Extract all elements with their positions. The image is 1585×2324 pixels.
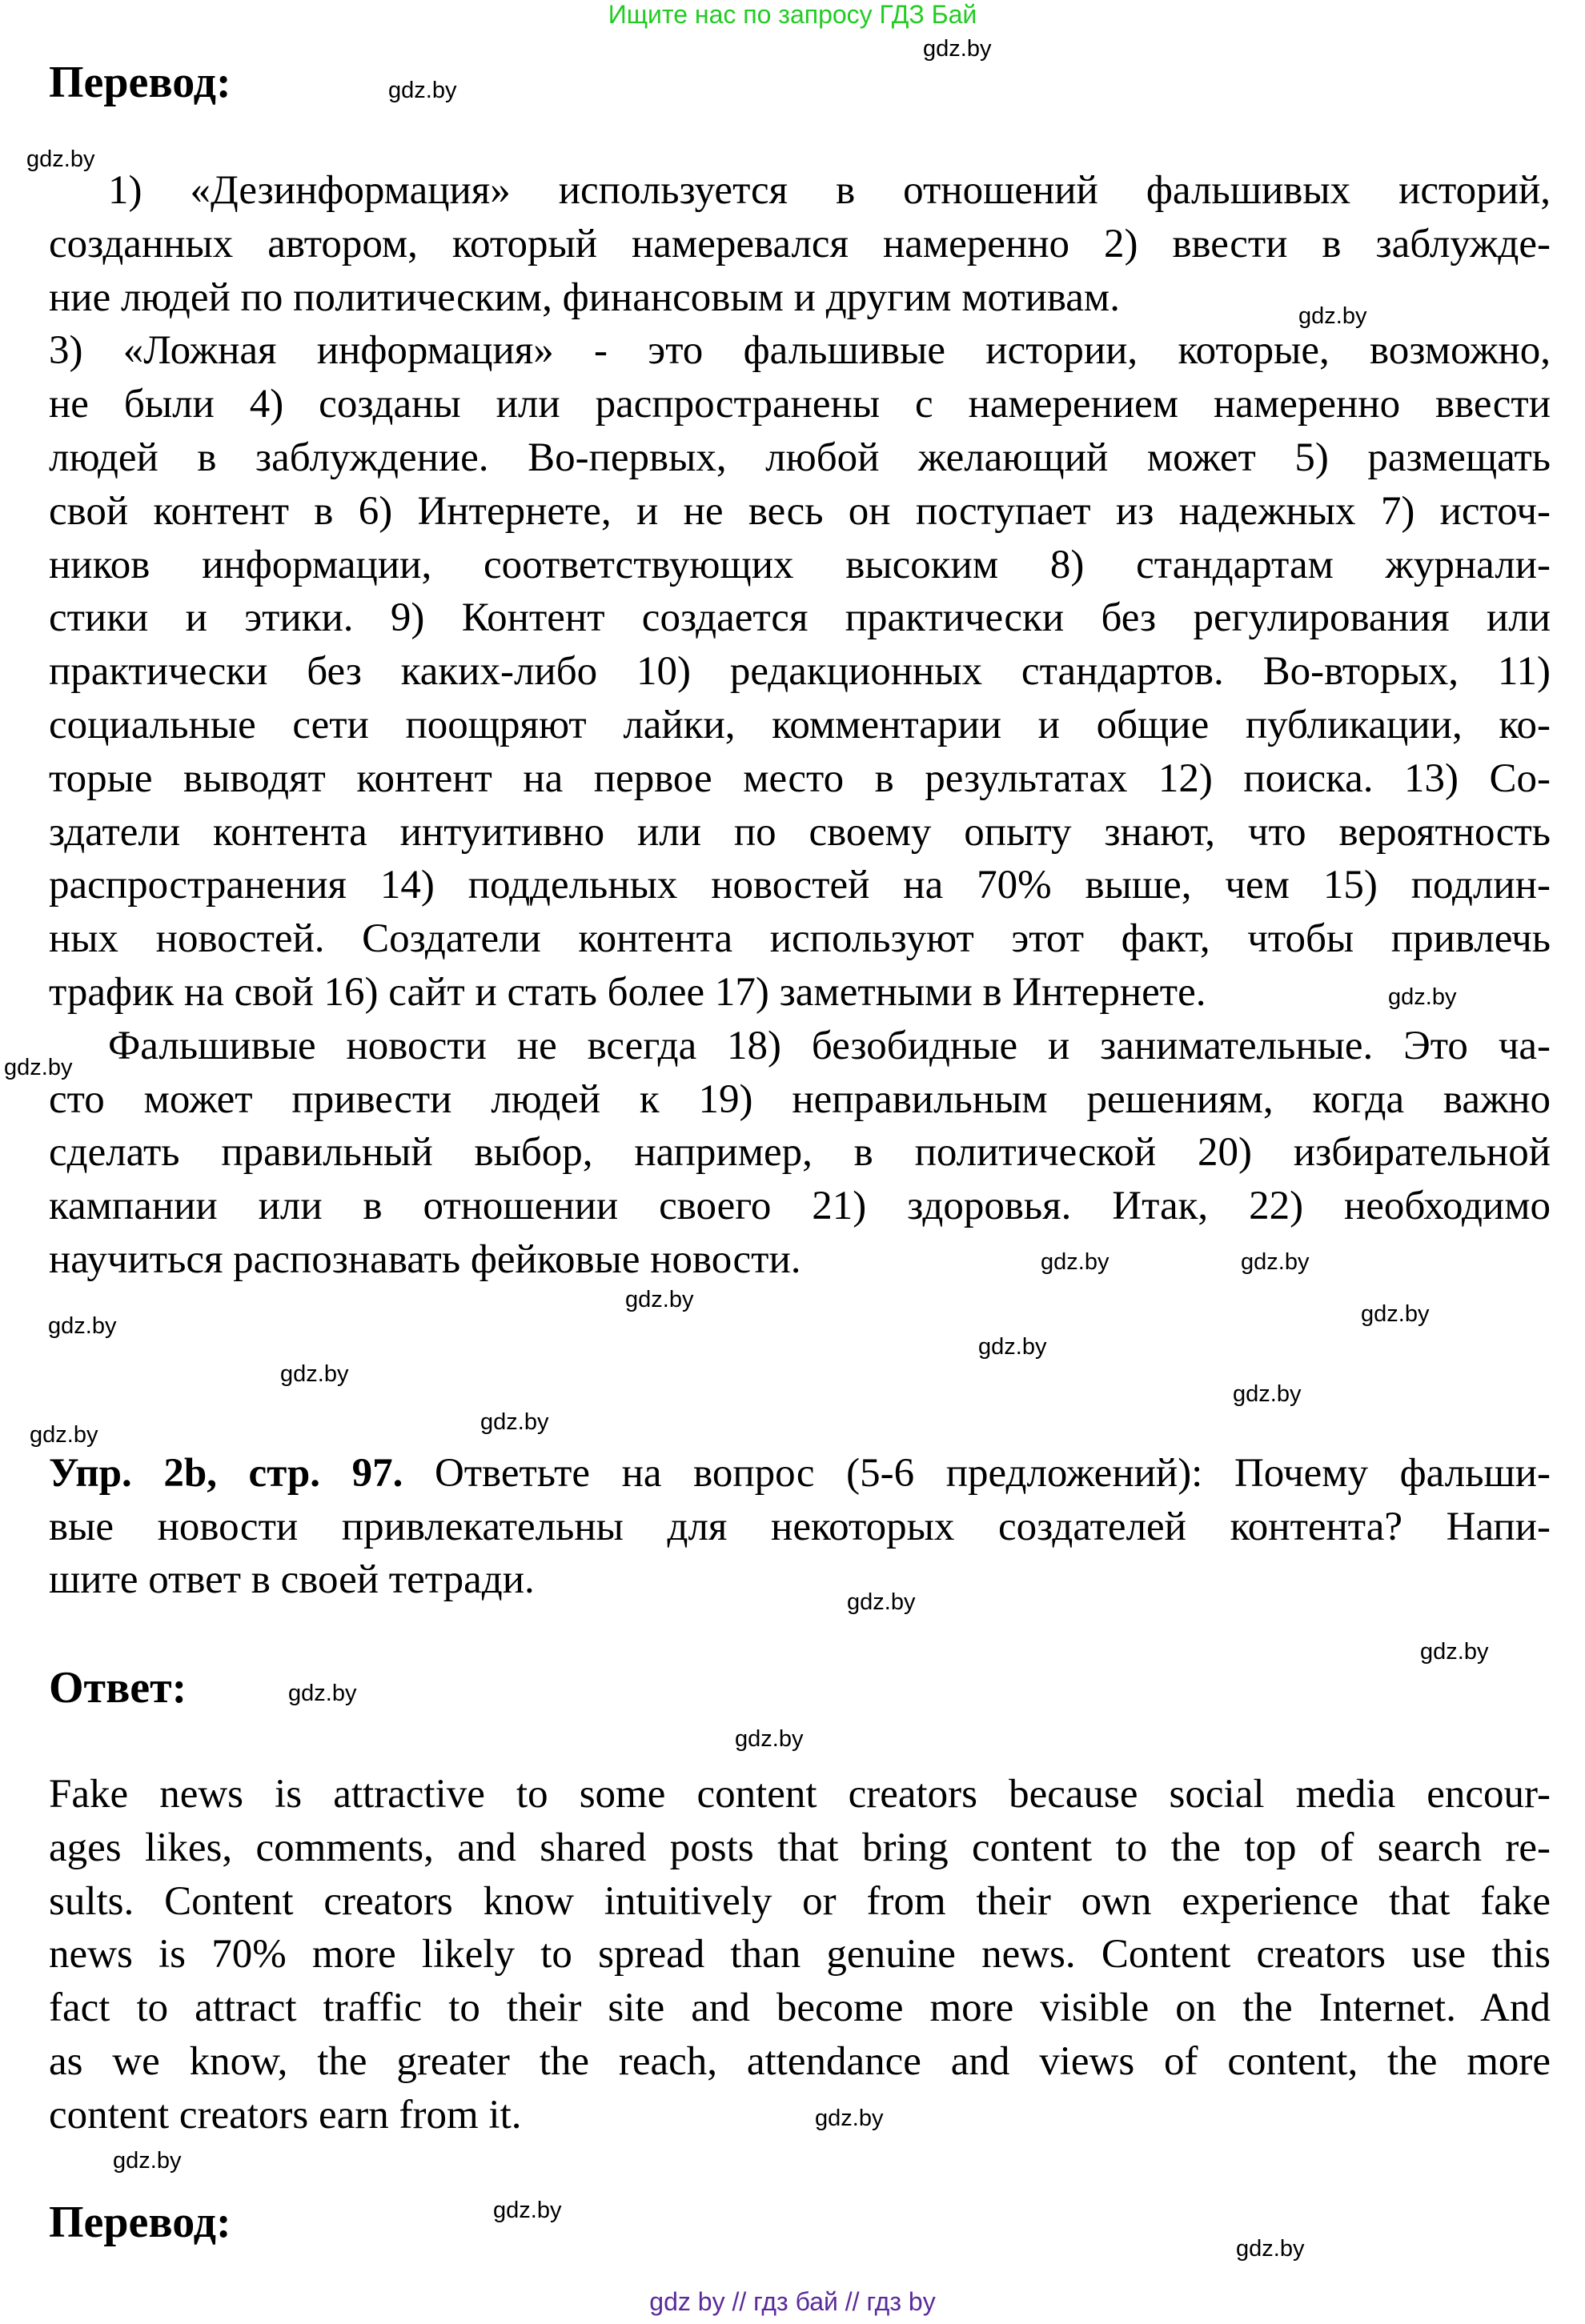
watermark: gdz.by xyxy=(978,1334,1047,1360)
watermark: gdz.by xyxy=(847,1589,916,1615)
watermark: gdz.by xyxy=(815,2106,884,2131)
watermark: gdz.by xyxy=(1361,1301,1430,1327)
watermark: gdz.by xyxy=(288,1681,357,1706)
watermark: gdz.by xyxy=(1298,303,1367,329)
exercise-text: Ответьте на вопрос (5-6 предложений): Почему фальши- xyxy=(403,1451,1551,1496)
watermark: gdz.by xyxy=(1041,1249,1110,1275)
footer-link[interactable]: gdz by xyxy=(649,2287,725,2316)
watermark: gdz.by xyxy=(48,1313,117,1339)
watermark: gdz.by xyxy=(493,2198,562,2223)
watermark: gdz.by xyxy=(923,36,992,62)
separator: // xyxy=(845,2287,860,2316)
text-line: ние людей по политическим, финансовым и другим мотивам. xyxy=(49,274,1120,320)
text-line: сделать правильный выбор, например, в политической 20) избирательной xyxy=(49,1130,1551,1176)
text-line: сто может привести людей к 19) неправильным решениям, когда важно xyxy=(49,1076,1551,1122)
watermark: gdz.by xyxy=(625,1287,694,1312)
text-line: кампании или в отношении своего 21) здоровья. Итак, 22) необходимо xyxy=(49,1184,1551,1229)
exercise-line: вые новости привлекательны для некоторых создателей контента? Напи- xyxy=(49,1505,1551,1549)
exercise-line xyxy=(49,1447,1551,1500)
text-line: ных новостей. Создатели контента используют этот факт, чтобы привлечь xyxy=(49,916,1551,962)
separator: // xyxy=(732,2287,747,2316)
watermark: gdz.by xyxy=(1233,1381,1302,1407)
footer-links xyxy=(0,2287,1585,2317)
watermark: gdz.by xyxy=(4,1055,73,1080)
watermark: gdz.by xyxy=(30,1422,98,1448)
text-line: социальные сети поощряют лайки, комментарии и общие публикации, ко- xyxy=(49,703,1551,747)
text-line: трафик на свой 16) сайт и стать более 17) заметными в Интернете. xyxy=(49,970,1206,1015)
text-line: content creators earn from it. xyxy=(49,2092,522,2138)
text-line: sults. Content creators know intuitively or from their own experience that fake xyxy=(49,1878,1551,1924)
watermark: gdz.by xyxy=(1388,984,1457,1010)
watermark: gdz.by xyxy=(1420,1639,1489,1665)
text-line: as we know, the greater the reach, attendance and views of content, the more xyxy=(49,2039,1551,2084)
text-line: 1) «Дезинформация» используется в отношений фальшивых историй, xyxy=(108,168,1551,213)
text-line: 3) «Ложная информация» - это фальшивые истории, которые, возможно, xyxy=(49,328,1551,374)
watermark: gdz.by xyxy=(1241,1249,1310,1275)
text-line: Fake news is attractive to some content creators because social media encour- xyxy=(49,1772,1551,1817)
watermark: gdz.by xyxy=(735,1726,804,1752)
text-line: news is 70% more likely to spread than genuine news. Content creators use this xyxy=(49,1932,1551,1977)
text-line: ages likes, comments, and shared posts that bring content to the top of search re- xyxy=(49,1825,1551,1870)
watermark: gdz.by xyxy=(388,78,457,103)
text-line: fact to attract traffic to their site and become more visible on the Internet. And xyxy=(49,1985,1551,2031)
watermark: gdz.by xyxy=(480,1409,549,1435)
text-line: научиться распознавать фейковые новости. xyxy=(49,1237,801,1282)
text-line: ников информации, соответствующих высоким 8) стандартам журнали- xyxy=(49,542,1551,587)
watermark: gdz.by xyxy=(26,146,95,172)
watermark: gdz.by xyxy=(280,1361,349,1387)
watermark: gdz.by xyxy=(1236,2236,1305,2262)
text-line: распространения 14) поддельных новостей на 70% выше, чем 15) подлин- xyxy=(49,863,1551,908)
footer-link[interactable]: гдз by xyxy=(866,2287,936,2316)
header-banner: Ищите нас по запросу ГДЗ Бай xyxy=(608,0,977,29)
watermark: gdz.by xyxy=(113,2148,182,2174)
text-line: свой контент в 6) Интернете, и не весь он поступает из надежных 7) источ- xyxy=(49,488,1551,534)
text-line: торые выводят контент на первое место в результатах 12) поиска. 13) Со- xyxy=(49,755,1551,801)
exercise-label: Упр. 2b, стр. 97. xyxy=(49,1451,403,1496)
heading-answer: Ответ: xyxy=(49,1663,187,1713)
heading-translation: Перевод: xyxy=(49,58,231,107)
text-line: практически без каких-либо 10) редакционных стандартов. Во-вторых, 11) xyxy=(49,649,1551,695)
footer-link[interactable]: гдз бай xyxy=(753,2287,838,2316)
text-line: стики и этики. 9) Контент создается практически без регулирования или xyxy=(49,595,1551,641)
text-line: Фальшивые новости не всегда 18) безобидные и занимательные. Это ча- xyxy=(108,1023,1551,1068)
exercise-line: шите ответ в своей тетради. xyxy=(49,1557,535,1602)
text-line: созданных автором, который намеревался намеренно 2) ввести в заблужде- xyxy=(49,221,1551,266)
heading-translation-2: Перевод: xyxy=(49,2198,231,2247)
text-line: людей в заблуждение. Во-первых, любой желающий может 5) размещать xyxy=(49,435,1551,480)
text-line: здатели контента интуитивно или по своему опыту знают, что вероятность xyxy=(49,809,1551,855)
text-line: не были 4) созданы или распространены с намерением намеренно ввести xyxy=(49,382,1551,427)
